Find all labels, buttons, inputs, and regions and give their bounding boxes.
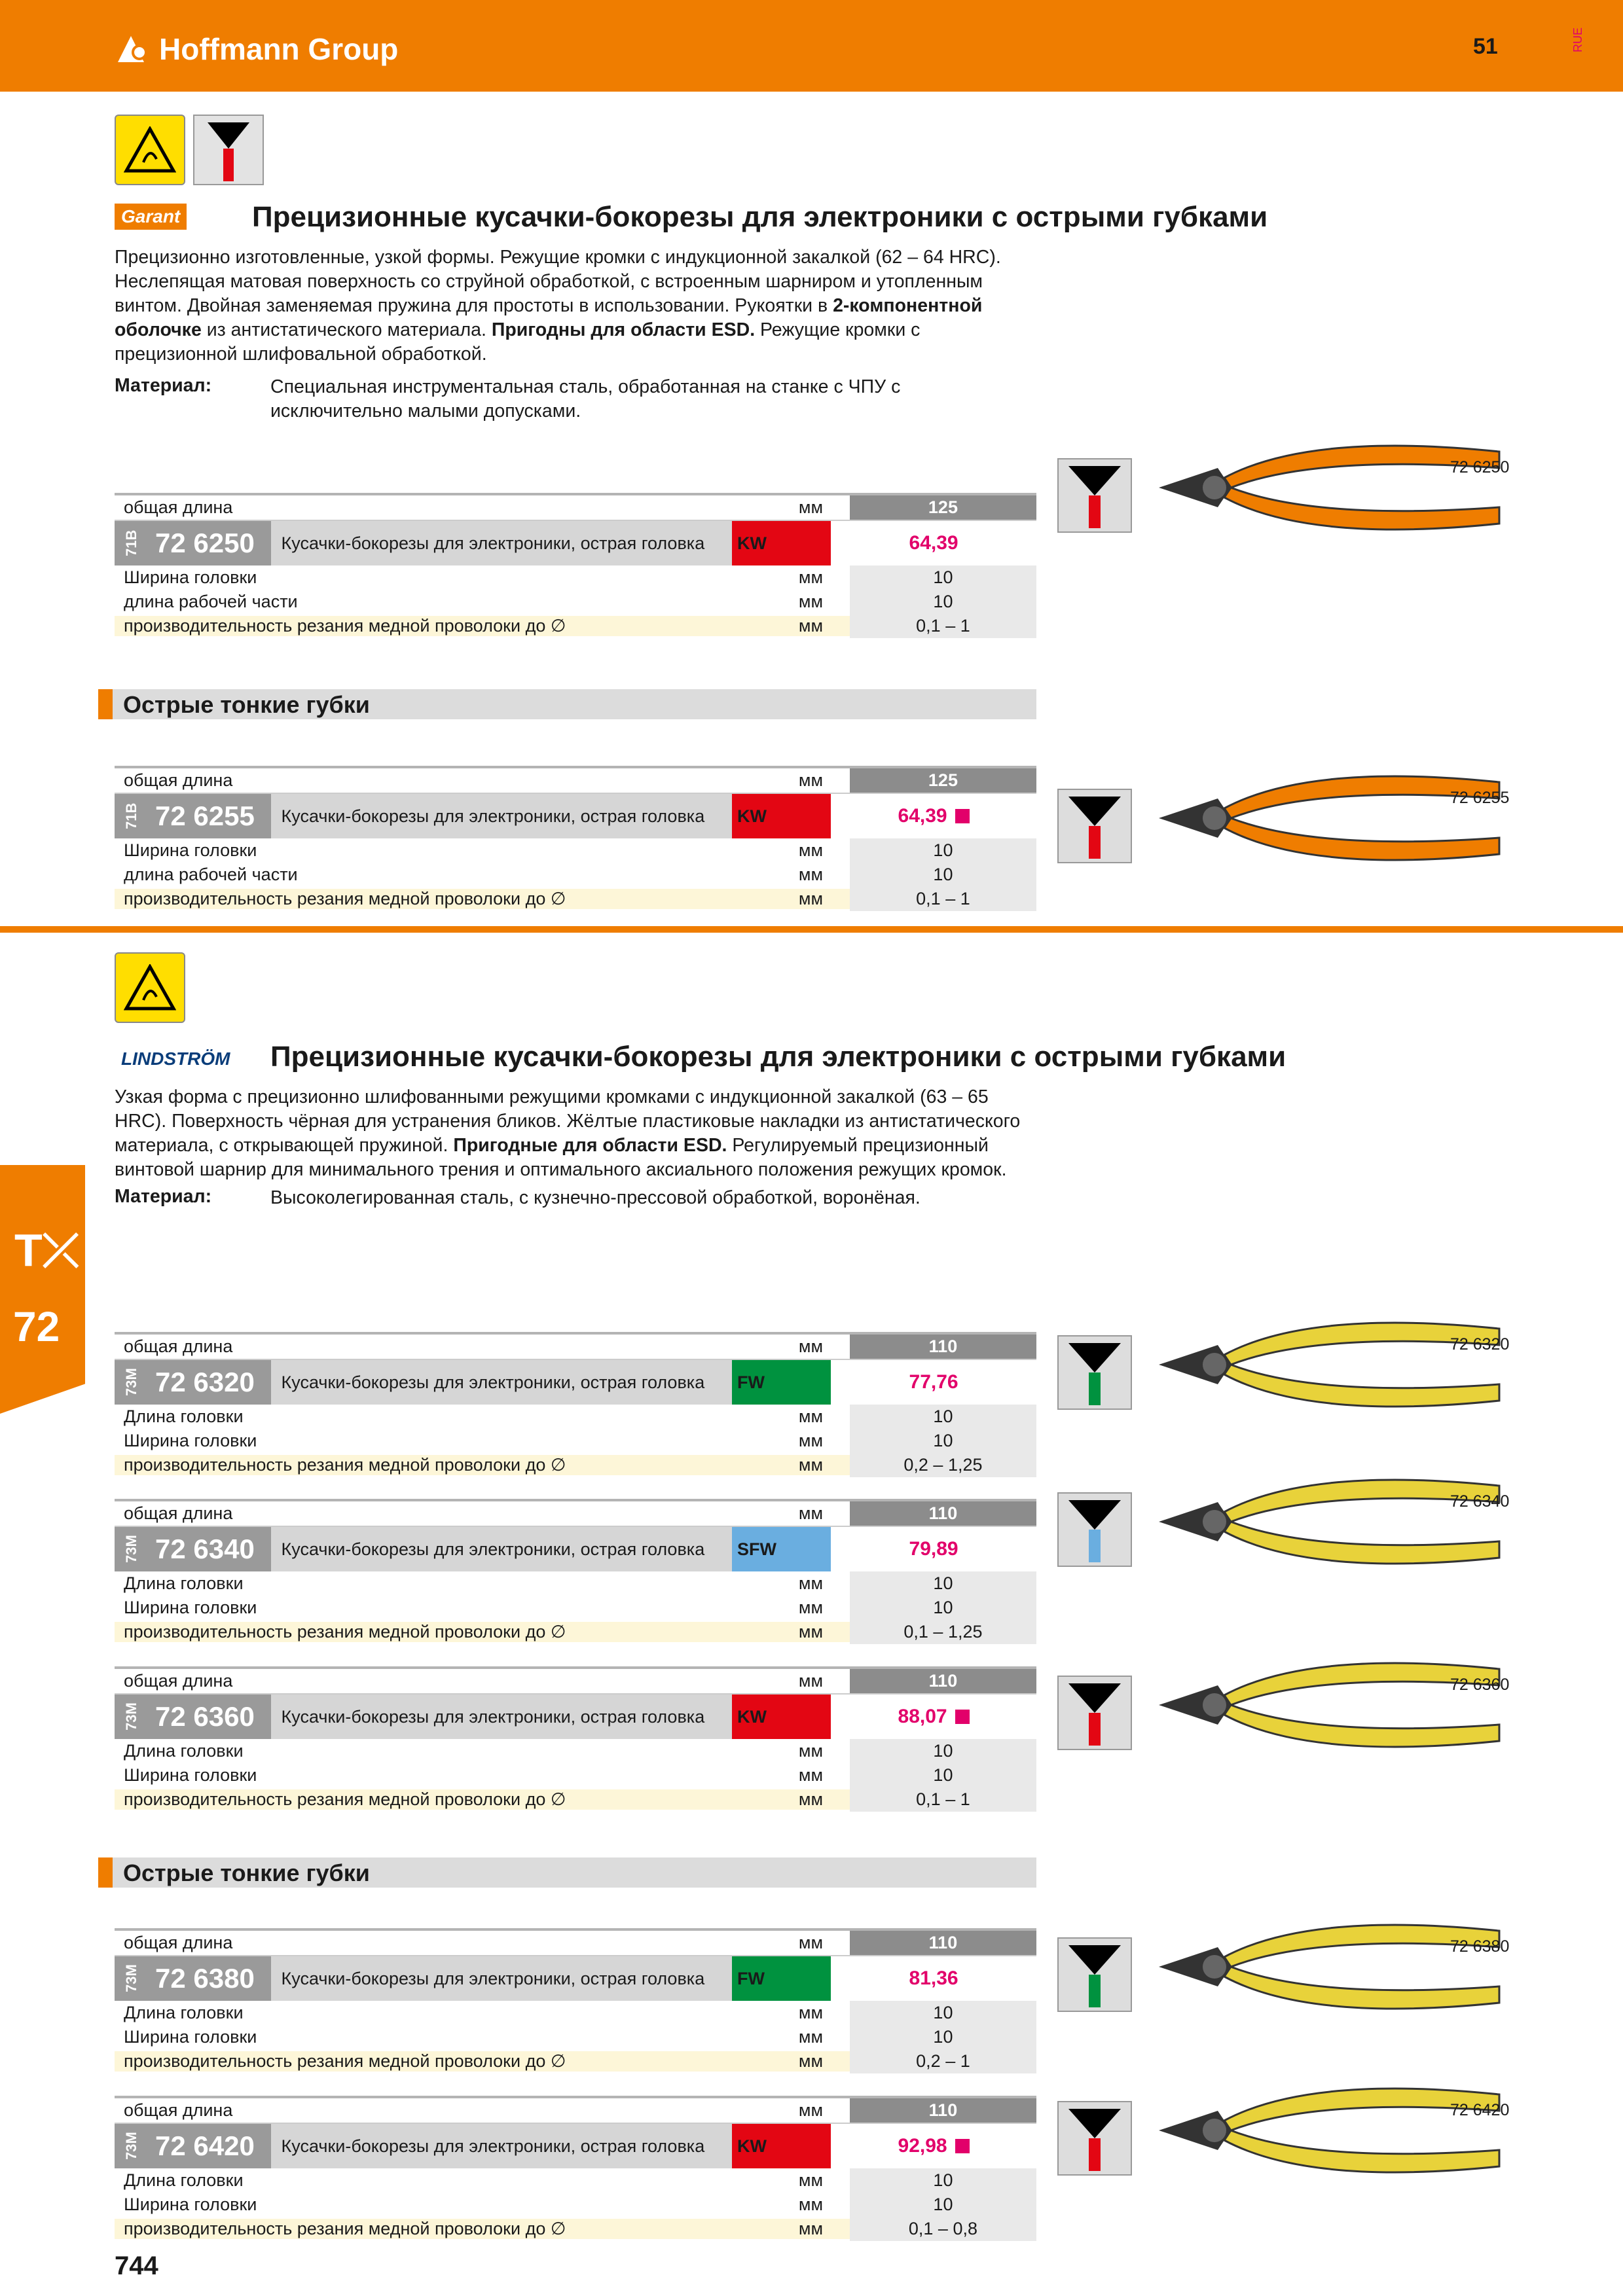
section2-title: Прецизионные кусачки-бокорезы для электроники с острыми губками bbox=[270, 1041, 1286, 1073]
spec-label: производительность резания медной проволоки до ∅ bbox=[115, 1622, 772, 1642]
spec-value: 0,1 – 1 bbox=[850, 1787, 1036, 1812]
pliers-icon: T⤫ bbox=[14, 1225, 79, 1276]
jaw-profile-icon bbox=[1057, 789, 1132, 863]
pliers-image bbox=[1159, 1466, 1512, 1581]
length-row bbox=[115, 1335, 1036, 1360]
desc-part: Регулируемый прецизионный винтовой шарнир для минимального трения и оптимального аксиального положения режущих кромок. bbox=[115, 1135, 1007, 1180]
length-label: общая длина bbox=[124, 1336, 233, 1356]
desc-part: Режущие кромки с прецизионной шлифовальной обработкой. bbox=[115, 319, 921, 365]
desc-part: Прецизионно изготовленные, узкой формы. Режущие кромки с индукционной закалкой (62 – 64 HRC). Неслепящая матовая поверхность со струйной обработкой, с встроенным шарниром и утопленным винтом. Двойная заменяемая пружина для простоты в использовании. Рукоятки в bbox=[115, 247, 1001, 316]
hoffmann-logo bbox=[115, 31, 398, 67]
product-table bbox=[115, 493, 1036, 638]
length-value: 110 bbox=[850, 1669, 1036, 1693]
page-code: 73М bbox=[115, 1695, 149, 1739]
pliers-image bbox=[1159, 1911, 1512, 2026]
spec-value: 0,1 – 1 bbox=[850, 887, 1036, 911]
footer-page-number: 744 bbox=[115, 2251, 158, 2280]
spec-value: 10 bbox=[850, 1739, 1036, 1763]
spec-value: 0,1 – 1 bbox=[850, 614, 1036, 638]
price bbox=[831, 794, 1036, 838]
page-code: 73М bbox=[115, 1956, 149, 2001]
price-value: 79,89 bbox=[909, 1538, 958, 1560]
pliers-image bbox=[1159, 1649, 1512, 1764]
price-value: 92,98 bbox=[898, 2135, 947, 2157]
spec-label: производительность резания медной проволоки до ∅ bbox=[115, 2051, 772, 2072]
product-row[interactable] bbox=[115, 1360, 1036, 1405]
desc-part: Узкая форма с прецизионно шлифованными режущими кромками с индукционной закалкой (63 – 65 HRC). Поверхность чёрная для устранения бликов. Жёлтые пластиковые накладки из антистатического материала, с открывающей пружиной. bbox=[115, 1086, 1021, 1156]
spec-value: 10 bbox=[850, 1596, 1036, 1620]
new-mark-icon bbox=[955, 809, 970, 823]
unit: мм bbox=[772, 2051, 850, 2072]
spec-value: 10 bbox=[850, 565, 1036, 590]
page-code: 71В bbox=[115, 521, 149, 565]
spec-row bbox=[115, 565, 1036, 590]
page-code: 71В bbox=[115, 794, 149, 838]
desc-part: из антистатического материала. bbox=[201, 319, 492, 340]
spec-value: 10 bbox=[850, 863, 1036, 887]
image-article-label: 72 6340 bbox=[1450, 1492, 1510, 1511]
image-article-label: 72 6320 bbox=[1450, 1335, 1510, 1354]
product-table bbox=[115, 1928, 1036, 2073]
spec-label: Ширина головки bbox=[124, 840, 257, 860]
spec-row bbox=[115, 2049, 1036, 2073]
hoffmann-logo-icon bbox=[115, 33, 153, 65]
product-row[interactable] bbox=[115, 1956, 1036, 2001]
desc-bold: Пригодны для области ESD. bbox=[491, 319, 756, 340]
price-value: 88,07 bbox=[898, 1706, 947, 1727]
length-row bbox=[115, 495, 1036, 521]
spec-value: 10 bbox=[850, 1571, 1036, 1596]
spec-value: 10 bbox=[850, 590, 1036, 614]
spec-label: длина рабочей части bbox=[124, 592, 298, 611]
spec-label: Ширина головки bbox=[124, 1598, 257, 1617]
image-article-label: 72 6380 bbox=[1450, 1937, 1510, 1956]
spec-row bbox=[115, 1571, 1036, 1596]
article-number[interactable]: 72 6360 bbox=[149, 1695, 271, 1739]
unit: мм bbox=[798, 2170, 824, 2190]
spec-label: Ширина головки bbox=[124, 1765, 257, 1785]
jaw-profile-icon bbox=[1057, 458, 1132, 533]
unit: мм bbox=[798, 1933, 824, 1952]
unit: мм bbox=[798, 2003, 824, 2022]
unit: мм bbox=[772, 1455, 850, 1475]
article-number[interactable]: 72 6255 bbox=[149, 794, 271, 838]
grade-badge: KW bbox=[732, 2124, 831, 2168]
length-label: общая длина bbox=[124, 2100, 233, 2120]
product-name: Кусачки-бокорезы для электроники, острая головка bbox=[281, 806, 705, 826]
spec-row bbox=[115, 1739, 1036, 1763]
spec-row bbox=[115, 1763, 1036, 1787]
spec-row bbox=[115, 838, 1036, 863]
jaw-profile-icon bbox=[193, 115, 264, 185]
spec-value: 10 bbox=[850, 1405, 1036, 1429]
spec-row bbox=[115, 1620, 1036, 1644]
article-number[interactable]: 72 6420 bbox=[149, 2124, 271, 2168]
subsection-accent bbox=[98, 689, 113, 719]
logo-text: Hoffmann Group bbox=[159, 32, 399, 66]
unit: мм bbox=[798, 1741, 824, 1761]
product-table bbox=[115, 2096, 1036, 2241]
spec-label: Длина головки bbox=[124, 2003, 244, 2022]
unit: мм bbox=[798, 1765, 824, 1785]
page-number: 51 bbox=[1473, 34, 1498, 59]
price bbox=[831, 521, 1036, 565]
price bbox=[831, 1956, 1036, 2001]
unit: мм bbox=[798, 840, 824, 860]
grade-badge: KW bbox=[732, 1695, 831, 1739]
product-table bbox=[115, 1332, 1036, 1477]
length-value: 110 bbox=[850, 2098, 1036, 2123]
unit: мм bbox=[798, 2100, 824, 2120]
product-table bbox=[115, 766, 1036, 911]
price-value: 81,36 bbox=[909, 1967, 958, 1989]
length-value: 110 bbox=[850, 1335, 1036, 1359]
spec-value: 10 bbox=[850, 2025, 1036, 2049]
grade-badge: KW bbox=[732, 794, 831, 838]
spec-label: производительность резания медной проволоки до ∅ bbox=[115, 616, 772, 636]
jaw-profile-icon bbox=[1057, 1937, 1132, 2012]
unit: мм bbox=[798, 567, 824, 587]
spec-row bbox=[115, 1596, 1036, 1620]
desc-bold: 2-компонентной оболочке bbox=[115, 295, 983, 340]
spec-value: 10 bbox=[850, 838, 1036, 863]
product-name: Кусачки-бокорезы для электроники, острая головка bbox=[281, 2136, 705, 2156]
pliers-image bbox=[1159, 432, 1512, 547]
product-table bbox=[115, 1499, 1036, 1644]
length-row bbox=[115, 1501, 1036, 1527]
article-number[interactable]: 72 6250 bbox=[149, 521, 271, 565]
spec-value: 0,1 – 1,25 bbox=[850, 1620, 1036, 1644]
esd-warning-icon bbox=[115, 115, 185, 185]
jaw-profile-icon bbox=[1057, 1492, 1132, 1567]
material-label: Материал: bbox=[115, 375, 212, 396]
spec-label: длина рабочей части bbox=[124, 865, 298, 884]
product-row[interactable] bbox=[115, 794, 1036, 838]
spec-label: Длина головки bbox=[124, 1741, 244, 1761]
grade-badge: FW bbox=[732, 1360, 831, 1405]
material-label: Материал: bbox=[115, 1186, 212, 1207]
spec-label: Ширина головки bbox=[124, 2195, 257, 2214]
spec-row bbox=[115, 887, 1036, 911]
image-article-label: 72 6420 bbox=[1450, 2101, 1510, 2119]
unit: мм bbox=[772, 889, 850, 909]
price bbox=[831, 1527, 1036, 1571]
price-value: 77,76 bbox=[909, 1371, 958, 1393]
product-row[interactable] bbox=[115, 1695, 1036, 1739]
page-code: 73М bbox=[115, 2124, 149, 2168]
material-text: Высоколегированная сталь, с кузнечно-прессовой обработкой, воронёная. bbox=[270, 1187, 921, 1208]
chapter-number: 72 bbox=[13, 1303, 60, 1350]
product-name: Кусачки-бокорезы для электроники, острая головка bbox=[281, 1968, 705, 1988]
unit: мм bbox=[798, 1573, 824, 1593]
section1-title: Прецизионные кусачки-бокорезы для электроники с острыми губками bbox=[252, 201, 1268, 233]
unit: мм bbox=[798, 770, 824, 790]
unit: мм bbox=[798, 2027, 824, 2047]
product-name: Кусачки-бокорезы для электроники, острая головка bbox=[281, 1539, 705, 1559]
page-code: 73М bbox=[115, 1360, 149, 1405]
subsection-bar bbox=[98, 1857, 1036, 1888]
spec-value: 0,1 – 0,8 bbox=[850, 2217, 1036, 2241]
section2-description bbox=[115, 1085, 1031, 1182]
unit: мм bbox=[798, 1431, 824, 1450]
unit: мм bbox=[798, 2195, 824, 2214]
spec-label: Ширина головки bbox=[124, 567, 257, 587]
lindstrom-brand-logo: LINDSTRÖM bbox=[121, 1049, 230, 1069]
jaw-profile-icon bbox=[1057, 1335, 1132, 1410]
spec-label: Ширина головки bbox=[124, 1431, 257, 1450]
unit: мм bbox=[798, 1598, 824, 1617]
length-value: 125 bbox=[850, 495, 1036, 520]
spec-value: 10 bbox=[850, 1429, 1036, 1453]
length-row bbox=[115, 2098, 1036, 2124]
product-table bbox=[115, 1666, 1036, 1812]
spec-row bbox=[115, 614, 1036, 638]
spec-value: 10 bbox=[850, 1763, 1036, 1787]
pliers-image bbox=[1159, 762, 1512, 877]
spec-label: Длина головки bbox=[124, 1407, 244, 1426]
garant-brand-logo: Garant bbox=[115, 204, 187, 230]
article-number[interactable]: 72 6320 bbox=[149, 1360, 271, 1405]
spec-row bbox=[115, 863, 1036, 887]
spec-row bbox=[115, 2001, 1036, 2025]
page-code: 73М bbox=[115, 1527, 149, 1571]
spec-row bbox=[115, 1453, 1036, 1477]
unit: мм bbox=[772, 1789, 850, 1810]
length-value: 110 bbox=[850, 1501, 1036, 1526]
price bbox=[831, 2124, 1036, 2168]
spec-label: производительность резания медной проволоки до ∅ bbox=[115, 889, 772, 909]
esd-warning-icon bbox=[115, 952, 185, 1023]
grade-badge: FW bbox=[732, 1956, 831, 2001]
product-row[interactable] bbox=[115, 521, 1036, 565]
unit: мм bbox=[772, 616, 850, 636]
new-mark-icon bbox=[955, 2139, 970, 2153]
unit: мм bbox=[798, 497, 824, 517]
image-article-label: 72 6250 bbox=[1450, 458, 1510, 476]
subsection-title: Острые тонкие губки bbox=[123, 691, 370, 718]
length-row bbox=[115, 1669, 1036, 1695]
length-label: общая длина bbox=[124, 1503, 233, 1523]
spec-row bbox=[115, 2217, 1036, 2241]
pliers-image bbox=[1159, 2075, 1512, 2189]
product-row[interactable] bbox=[115, 1527, 1036, 1571]
new-mark-icon bbox=[955, 1710, 970, 1724]
pliers-image bbox=[1159, 1309, 1512, 1424]
spec-value: 10 bbox=[850, 2168, 1036, 2193]
length-row bbox=[115, 768, 1036, 794]
spec-row bbox=[115, 1429, 1036, 1453]
unit: мм bbox=[798, 1336, 824, 1356]
unit: мм bbox=[798, 1503, 824, 1523]
jaw-profile-icon bbox=[1057, 2101, 1132, 2176]
spec-label: Длина головки bbox=[124, 1573, 244, 1593]
length-row bbox=[115, 1931, 1036, 1956]
subsection-accent bbox=[98, 1857, 113, 1888]
article-number[interactable]: 72 6340 bbox=[149, 1527, 271, 1571]
spec-row bbox=[115, 2193, 1036, 2217]
grade-badge: KW bbox=[732, 521, 831, 565]
grade-badge: SFW bbox=[732, 1527, 831, 1571]
spec-label: производительность резания медной проволоки до ∅ bbox=[115, 2219, 772, 2239]
length-label: общая длина bbox=[124, 770, 233, 790]
product-name: Кусачки-бокорезы для электроники, острая головка bbox=[281, 1706, 705, 1727]
length-label: общая длина bbox=[124, 1671, 233, 1691]
spec-value: 0,2 – 1,25 bbox=[850, 1453, 1036, 1477]
spec-row bbox=[115, 2025, 1036, 2049]
spec-label: Ширина головки bbox=[124, 2027, 257, 2047]
length-label: общая длина bbox=[124, 1933, 233, 1952]
spec-value: 10 bbox=[850, 2001, 1036, 2025]
spec-row bbox=[115, 2168, 1036, 2193]
chapter-side-tab bbox=[0, 1165, 85, 1414]
section-divider bbox=[0, 926, 1623, 933]
spec-row bbox=[115, 1787, 1036, 1812]
desc-bold: Пригодные для области ESD. bbox=[453, 1135, 727, 1156]
jaw-profile-icon bbox=[1057, 1676, 1132, 1750]
unit: мм bbox=[798, 865, 824, 884]
price bbox=[831, 1695, 1036, 1739]
spec-value: 0,2 – 1 bbox=[850, 2049, 1036, 2073]
image-article-label: 72 6360 bbox=[1450, 1676, 1510, 1694]
spec-value: 10 bbox=[850, 2193, 1036, 2217]
spec-label: Длина головки bbox=[124, 2170, 244, 2190]
material-text: Специальная инструментальная сталь, обработанная на станке с ЧПУ с исключительно малыми допусками. bbox=[270, 376, 901, 422]
product-row[interactable] bbox=[115, 2124, 1036, 2168]
article-number[interactable]: 72 6380 bbox=[149, 1956, 271, 2001]
length-value: 110 bbox=[850, 1931, 1036, 1955]
corner-tag: RUE bbox=[1571, 27, 1584, 52]
unit: мм bbox=[798, 1407, 824, 1426]
subsection-bar bbox=[98, 689, 1036, 719]
section1-description bbox=[115, 245, 1031, 367]
length-label: общая длина bbox=[124, 497, 233, 517]
spec-label: производительность резания медной проволоки до ∅ bbox=[115, 1789, 772, 1810]
unit: мм bbox=[798, 592, 824, 611]
subsection-title: Острые тонкие губки bbox=[123, 1859, 370, 1886]
price-value: 64,39 bbox=[909, 532, 958, 554]
product-name: Кусачки-бокорезы для электроники, острая головка bbox=[281, 1372, 705, 1392]
unit: мм bbox=[772, 1622, 850, 1642]
spec-row bbox=[115, 1405, 1036, 1429]
image-article-label: 72 6255 bbox=[1450, 789, 1510, 807]
price bbox=[831, 1360, 1036, 1405]
spec-label: производительность резания медной проволоки до ∅ bbox=[115, 1455, 772, 1475]
product-name: Кусачки-бокорезы для электроники, острая головка bbox=[281, 533, 705, 553]
unit: мм bbox=[798, 1671, 824, 1691]
unit: мм bbox=[772, 2219, 850, 2239]
length-value: 125 bbox=[850, 768, 1036, 793]
price-value: 64,39 bbox=[898, 805, 947, 827]
spec-row bbox=[115, 590, 1036, 614]
